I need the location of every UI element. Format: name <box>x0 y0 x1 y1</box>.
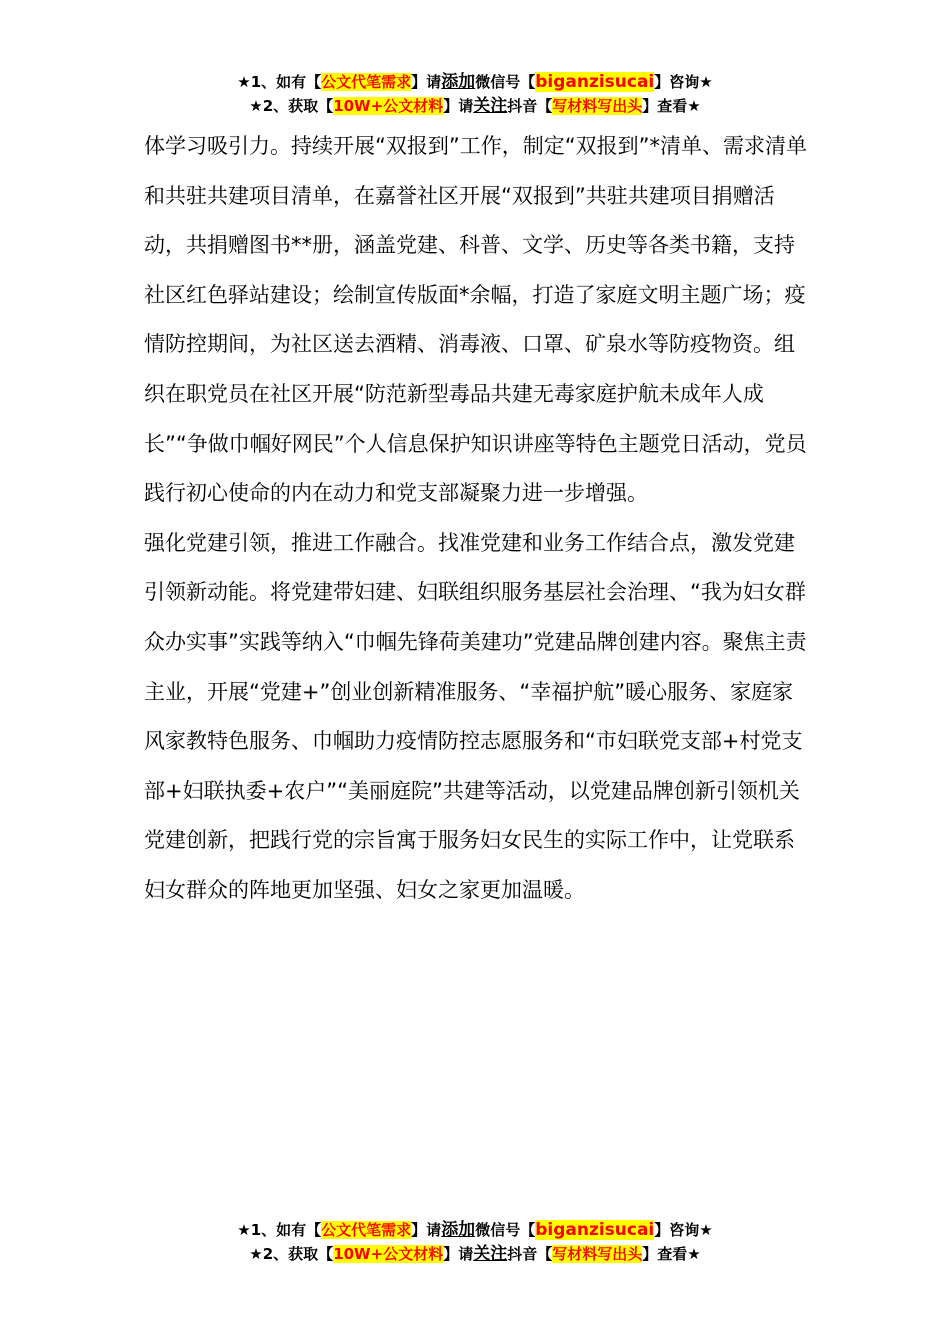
banner-text: ★2、获取【 <box>249 97 334 115</box>
footer-banner <box>0 1218 950 1266</box>
header-banner <box>0 70 950 118</box>
banner-text: 】请 <box>443 97 474 115</box>
banner-text: 】请 <box>411 73 442 91</box>
banner-line-1 <box>0 70 950 94</box>
banner-highlight: 10W+公文材料 <box>333 97 444 115</box>
banner-text: 】咨询★ <box>654 73 713 91</box>
banner-underline: 添加 <box>441 72 476 92</box>
banner-text: 】请 <box>443 1245 474 1263</box>
banner-underline: 关注 <box>473 1244 508 1264</box>
banner-text: ★2、获取【 <box>249 1245 334 1263</box>
banner-highlight: 10W+公文材料 <box>333 1245 444 1263</box>
banner-douyin-name: 写材料写出头 <box>552 97 643 115</box>
banner-douyin-name: 写材料写出头 <box>552 1245 643 1263</box>
banner-highlight: 公文代笔需求 <box>321 73 412 91</box>
banner-text: 抖音【 <box>507 97 553 115</box>
banner-text: 】查看★ <box>642 97 701 115</box>
banner-wechat-id: biganzisucai <box>535 72 655 92</box>
banner-line-2 <box>0 94 950 118</box>
banner-text: 】咨询★ <box>654 1221 713 1239</box>
banner-text: 】查看★ <box>642 1245 701 1263</box>
paragraph: 强化党建引领，推进工作融合。找准党建和业务工作结合点，激发党建引领新动能。将党建带妇建、妇联组织服务基层社会治理、“我为妇女群众办实事”实践等纳入“巾帼先锋荷美建功”党建品牌创建内容。聚焦主责主业，开展“党建+”创业创新精准服务、“幸福护航”暖心服务、家庭家风家教特色服务、巾帼助力疫情防控志愿服务和“市妇联党支部+村党支部+妇联执委+农户”“美丽庭院”共建等活动，以党建品牌创新引领机关党建创新，把践行党的宗旨寓于服务妇女民生的实际工作中，让党联系妇女群众的阵地更加坚强、妇女之家更加温暖。 <box>144 530 807 902</box>
banner-wechat-id: biganzisucai <box>535 1220 655 1240</box>
banner-line-2 <box>0 1242 950 1266</box>
banner-text: ★1、如有【 <box>237 73 322 91</box>
banner-underline: 关注 <box>473 96 508 116</box>
banner-text: 】请 <box>411 1221 442 1239</box>
banner-line-1 <box>0 1218 950 1242</box>
banner-text: 微信号【 <box>475 1221 536 1239</box>
banner-highlight: 公文代笔需求 <box>321 1221 412 1239</box>
banner-text: 微信号【 <box>475 73 536 91</box>
banner-text: 抖音【 <box>507 1245 553 1263</box>
banner-underline: 添加 <box>441 1220 476 1240</box>
banner-text: ★1、如有【 <box>237 1221 322 1239</box>
document-body <box>144 122 810 916</box>
paragraph: 体学习吸引力。持续开展“双报到”工作，制定“双报到”*清单、需求清单和共驻共建项目清单，在嘉誉社区开展“双报到”共驻共建项目捐赠活动，共捐赠图书**册，涵盖党建、科普、文学、历史等各类书籍，支持社区红色驿站建设；绘制宣传版面*余幅，打造了家庭文明主题广场；疫情防控期间，为社区送去酒精、消毒液、口罩、矿泉水等防疫物资。组织在职党员在社区开展“防范新型毒品共建无毒家庭护航未成年人成长”“争做巾帼好网民”个人信息保护知识讲座等特色主题党日活动，党员践行初心使命的内在动力和党支部凝聚力进一步增强。 <box>144 134 808 506</box>
